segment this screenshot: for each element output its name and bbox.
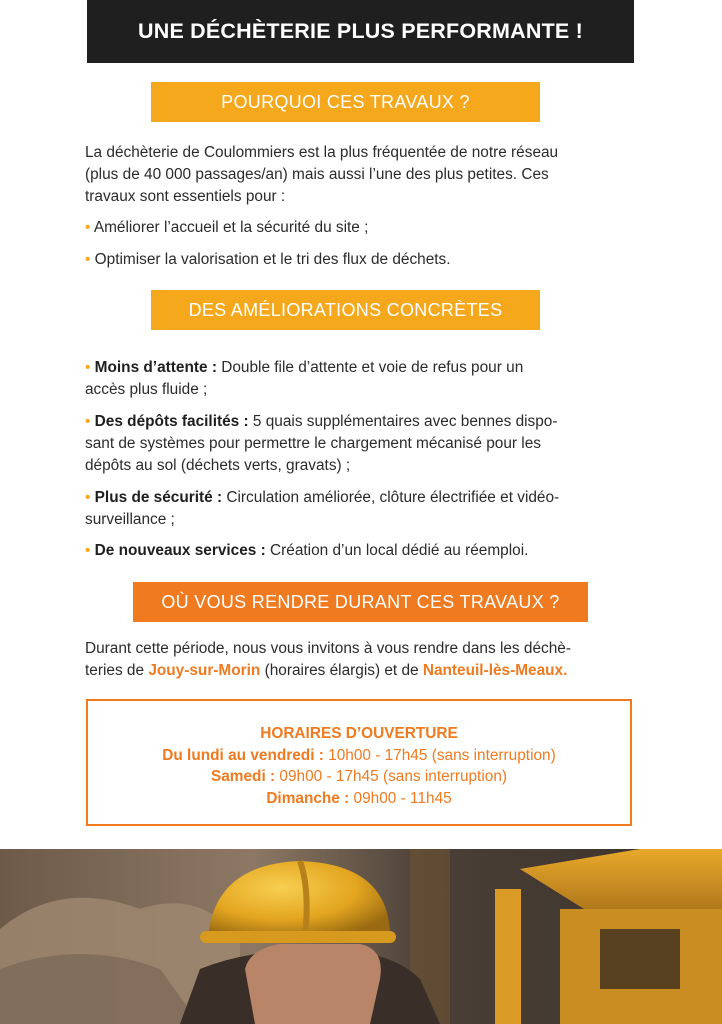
list-item-text: Optimiser la valorisation et le tri des flux de déchets. [94, 251, 451, 268]
item-text: Circulation améliorée, clôture électrifiée et vidéo- [222, 489, 560, 506]
hours-day: Dimanche : [266, 789, 350, 807]
intro-line: travaux sont essentiels pour : [85, 188, 286, 205]
section-heading-where: OÙ VOUS RENDRE DURANT CES TRAVAUX ? [133, 582, 588, 622]
bullet-dot: • [85, 219, 91, 236]
excavator-boom [495, 889, 521, 1024]
excavator-window [600, 929, 680, 989]
item-text: 5 quais supplémentaires avec bennes dispo- [248, 413, 558, 430]
item-term: Des dépôts facilités : [94, 413, 249, 430]
opening-hours-title: HORAIRES D’OUVERTURE [260, 725, 458, 742]
list-item [85, 540, 645, 562]
item-text: Double file d’attente et voie de refus pour un [216, 359, 524, 376]
intro-paragraph [85, 142, 645, 208]
hours-time: 09h00 - 17h45 (sans interruption) [275, 768, 507, 785]
bullet-dot: • [85, 413, 91, 430]
list-item [85, 411, 645, 477]
opening-hours-box [86, 699, 632, 826]
bullet-dot: • [85, 251, 91, 268]
hours-day: Samedi : [210, 768, 276, 785]
intro-line: La déchèterie de Coulommiers est la plus fréquentée de notre réseau [85, 144, 559, 161]
bullet-dot: • [85, 542, 91, 559]
list-item [85, 487, 645, 531]
construction-photo [0, 849, 722, 1024]
item-text: dépôts au sol (déchets verts, gravats) ; [85, 457, 351, 474]
item-text: accès plus fluide ; [85, 381, 208, 398]
list-item [85, 217, 645, 239]
paragraph-line: Durant cette période, nous vous invitons à vous rendre dans les déchè- [85, 640, 571, 657]
intro-line: (plus de 40 000 passages/an) mais aussi l’une des plus petites. Ces [85, 166, 549, 183]
section-heading-improvements: DES AMÉLIORATIONS CONCRÈTES [151, 290, 540, 330]
hours-row [88, 745, 630, 767]
item-text: surveillance ; [85, 511, 175, 528]
bullet-dot: • [85, 489, 91, 506]
item-term: Plus de sécurité : [94, 489, 223, 506]
list-item [85, 249, 645, 271]
alternatives-paragraph [85, 638, 645, 682]
construction-site-image [0, 849, 722, 1024]
item-term: De nouveaux services : [94, 542, 266, 559]
hours-time: 10h00 - 17h45 (sans interruption) [323, 746, 556, 764]
hours-row [88, 788, 630, 810]
list-item [85, 357, 645, 401]
hard-hat-brim [200, 931, 396, 943]
hours-day: Du lundi au vendredi : [162, 746, 324, 764]
paragraph-text: teries de [85, 662, 149, 679]
item-term: Moins d’attente : [94, 359, 217, 376]
place-nanteuil: Nanteuil-lès-Meaux. [422, 662, 568, 679]
list-item-text: Améliorer l’accueil et la sécurité du site ; [93, 219, 369, 236]
paragraph-text: (horaires élargis) et de [260, 662, 423, 679]
bullet-dot: • [85, 359, 91, 376]
section-heading-why: POURQUOI CES TRAVAUX ? [151, 82, 540, 122]
item-text: Création d’un local dédié au réemploi. [265, 542, 529, 559]
page-title: UNE DÉCHÈTERIE PLUS PERFORMANTE ! [87, 0, 634, 63]
worker-neck [245, 944, 381, 1024]
hours-time: 09h00 - 11h45 [349, 789, 452, 807]
item-text: sant de systèmes pour permettre le chargement mécanisé pour les [85, 435, 541, 452]
place-jouy: Jouy-sur-Morin [148, 662, 261, 679]
hours-row [88, 766, 630, 788]
